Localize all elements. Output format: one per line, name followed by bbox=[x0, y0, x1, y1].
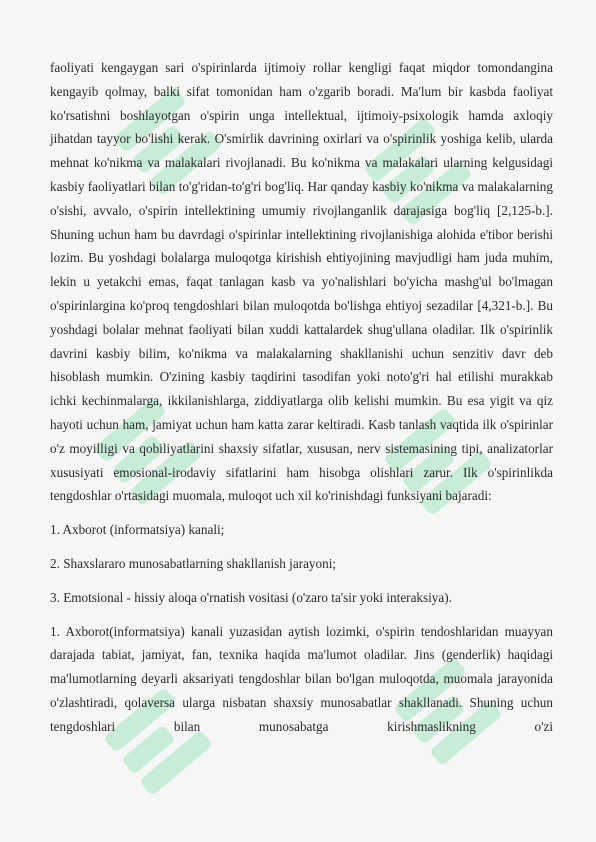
closing-paragraph: 1. Axborot(informatsiya) kanali yuzasidan aytish lozimki, o'spirin tendoshlaridan muayyan darajada tabiat, jamiyat, fan, texnika haqida ma'lumot oladilar. Jins (genderlik) haqidagi ma'lumotlarning deyarli aksariyati tengdoshlar bilan bo'lgan muloqotda, muomala jarayonida o'zlashtiradi, qolaversa ularga nisbatan shaxsiy munosabatlar shakllanadi. Shuning uchun tengdoshlari bilan munosabatga kirishmaslikning o'zi bbox=[50, 623, 553, 734]
list-item-1: 1. Axborot (informatsiya) kanali; bbox=[50, 522, 225, 538]
body-paragraph: faoliyati kengaygan sari o'spirinlarda ijtimoiy rollar kengligi faqat miqdor tomondangina kengayib qolmay, balki sifat tomonidan ham o'zgarib boradi. Ma'lum bir kasbda faoliyat ko'rsatishni boshlayotgan o'spirin unga intellektual, ijtimoiy-psixologik hamda axloqiy jihatdan tayyor bo'lishi kerak. O'smirlik davrining oxirlari va o'spirinlik yoshiga kelib, ularda mehnat ko'nikma va malakalari rivojlanadi. Bu ko'nikma va malakalari ularning kelgusidagi kasbiy faoliyatlari bilan to'g'ridan-to'g'ri bog'liq. Har qanday kasbiy ko'nikma va malakalarning o'sishi, avvalo, o'spirin intellektining umumiy rivojlanganlik darajasiga bog'liq [2,125-b.]. Shuning uchun ham bu davrdagi o'spirinlar intellektining rivojlanishiga alohida e'tibor berishi lozim. Bu yoshdagi bolalarga muloqotga kirishish ehtiyojining mavjudligi ham juda muhim, lekin u yetakchi emas, faqat tanlagan kasb va yo'nalishlari bo'yicha mashg'ul bo'lmagan o'spirinlargina ko'proq tengdoshlari bilan muloqotda bo'lishga ehtiyoj sezadilar [4,321-b.]. Bu yoshdagi bolalar mehnat faoliyati bilan xuddi kattalardek shug'ullana oladilar. Ilk o'spirinlik davrini kasbiy bilim, ko'nikma va malakalarning shakllanishi uchun senzitiv davr deb hisoblash mumkin. O'zining kasbiy taqdirini tasodifan yoki noto'g'ri hal etilishi murakkab ichki kechinmalarga, ikkilanishlarga, ziddiyatlarga olib kelishi mumkin. Bu esa yigit va qiz hayoti uchun ham, jamiyat uchun ham katta zarar keltiradi. Kasb tanlash vaqtida ilk o'spirinlar o'z moyilligi va qobiliyatlarini shaxsiy sifatlar, xususan, nerv sistemasining tipi, analizatorlar xususiyati emosional-irodaviy sifatlarini ham hisobga olishlari zarur. Ilk o'spirinlikda tengdoshlar o'rtasidagi muomala, muloqot uch xil ko'rinishdagi funksiyani bajaradi: bbox=[50, 60, 553, 504]
list-item-3: 3. Emotsional - hissiy aloqa o'rnatish vositasi (o'zaro ta'sir yoki interaksiya). bbox=[50, 589, 452, 605]
document-body bbox=[50, 56, 553, 749]
list-item-2: 2. Shaxslararo munosabatlarning shakllanish jarayoni; bbox=[50, 555, 337, 571]
